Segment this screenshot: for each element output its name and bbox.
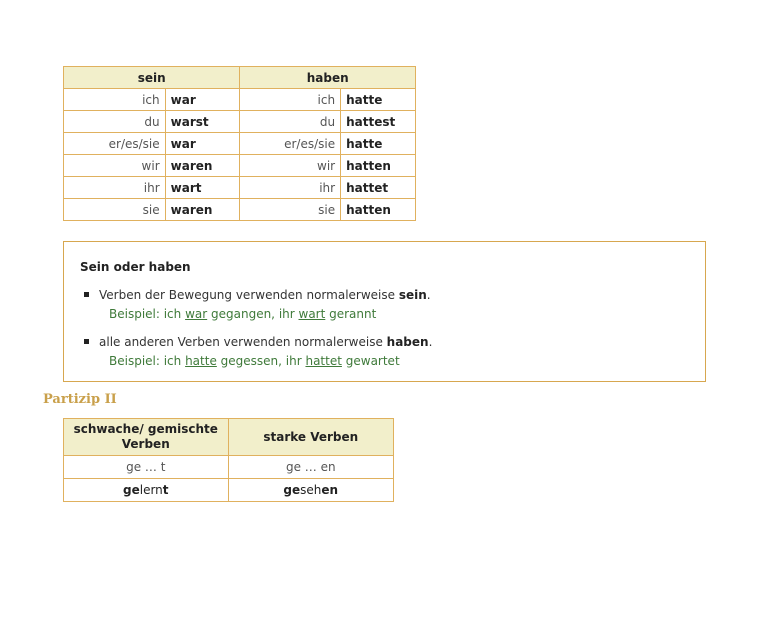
example-highlight: hattet [305, 354, 342, 368]
rule-list [84, 286, 684, 380]
table-row [64, 89, 416, 111]
partizip-table [63, 418, 394, 502]
conjugation-header-row [64, 67, 416, 89]
header-sein: sein [64, 67, 240, 89]
header-haben: haben [240, 67, 416, 89]
pronoun-cell: ich [240, 89, 341, 111]
sein-form-cell: war [165, 133, 240, 155]
table-row [64, 111, 416, 133]
example-text [99, 352, 684, 371]
pronoun-cell: er/es/sie [64, 133, 166, 155]
pronoun-cell: du [64, 111, 166, 133]
example-highlight: hatte [185, 354, 217, 368]
table-row [64, 479, 394, 502]
pattern-cell: ge … en [228, 456, 393, 479]
pronoun-cell: ihr [240, 177, 341, 199]
table-row [64, 177, 416, 199]
example-middle: gegangen, ihr [207, 307, 299, 321]
participle-prefix: ge [283, 483, 301, 497]
table-row [64, 456, 394, 479]
participle-suffix: en [321, 483, 339, 497]
example-text [99, 305, 684, 324]
rule-text [99, 286, 684, 305]
haben-form-cell: hatte [341, 133, 416, 155]
sein-form-cell: wart [165, 177, 240, 199]
pattern-cell: ge … t [64, 456, 229, 479]
table-row [64, 199, 416, 221]
table-row [64, 155, 416, 177]
rule-prefix: alle anderen Verben verwenden normalerweise [99, 335, 387, 349]
header-weak-verbs: schwache/ gemischte Verben [64, 419, 229, 456]
sein-form-cell: warst [165, 111, 240, 133]
pronoun-cell: ihr [64, 177, 166, 199]
pronoun-cell: du [240, 111, 341, 133]
rule-suffix: . [428, 335, 433, 349]
sein-form-cell: waren [165, 199, 240, 221]
rule-suffix: . [426, 288, 431, 302]
rule-text [99, 333, 684, 352]
pronoun-cell: ich [64, 89, 166, 111]
conjugation-table [63, 66, 416, 221]
haben-form-cell: hatten [341, 199, 416, 221]
partizip-header-row [64, 419, 394, 456]
pronoun-cell: sie [240, 199, 341, 221]
list-item [84, 286, 684, 324]
participle-stem: lern [139, 483, 163, 497]
participle-suffix: t [162, 483, 169, 497]
example-cell [64, 479, 229, 502]
example-prefix: Beispiel: ich [109, 354, 186, 368]
haben-form-cell: hatte [341, 89, 416, 111]
sein-oder-haben-infobox [63, 241, 706, 382]
example-suffix: gewartet [341, 354, 400, 368]
infobox-title: Sein oder haben [80, 260, 191, 274]
rule-prefix: Verben der Bewegung verwenden normalerweise [99, 288, 399, 302]
participle-prefix: ge [123, 483, 140, 497]
example-cell [228, 479, 393, 502]
haben-form-cell: hattet [341, 177, 416, 199]
haben-form-cell: hattest [341, 111, 416, 133]
participle-stem: seh [300, 483, 322, 497]
pronoun-cell: wir [64, 155, 166, 177]
example-middle: gegessen, ihr [216, 354, 306, 368]
rule-auxiliary: sein [398, 288, 427, 302]
example-highlight: war [185, 307, 208, 321]
bullet-icon [84, 292, 89, 297]
table-row [64, 133, 416, 155]
example-prefix: Beispiel: ich [109, 307, 186, 321]
partizip-section-title: Partizip II [43, 392, 117, 407]
pronoun-cell: sie [64, 199, 166, 221]
example-suffix: gerannt [325, 307, 377, 321]
sein-form-cell: waren [165, 155, 240, 177]
pronoun-cell: er/es/sie [240, 133, 341, 155]
bullet-icon [84, 339, 89, 344]
sein-form-cell: war [165, 89, 240, 111]
header-strong-verbs: starke Verben [228, 419, 393, 456]
list-item [84, 333, 684, 371]
haben-form-cell: hatten [341, 155, 416, 177]
example-highlight: wart [298, 307, 326, 321]
rule-auxiliary: haben [386, 335, 429, 349]
pronoun-cell: wir [240, 155, 341, 177]
